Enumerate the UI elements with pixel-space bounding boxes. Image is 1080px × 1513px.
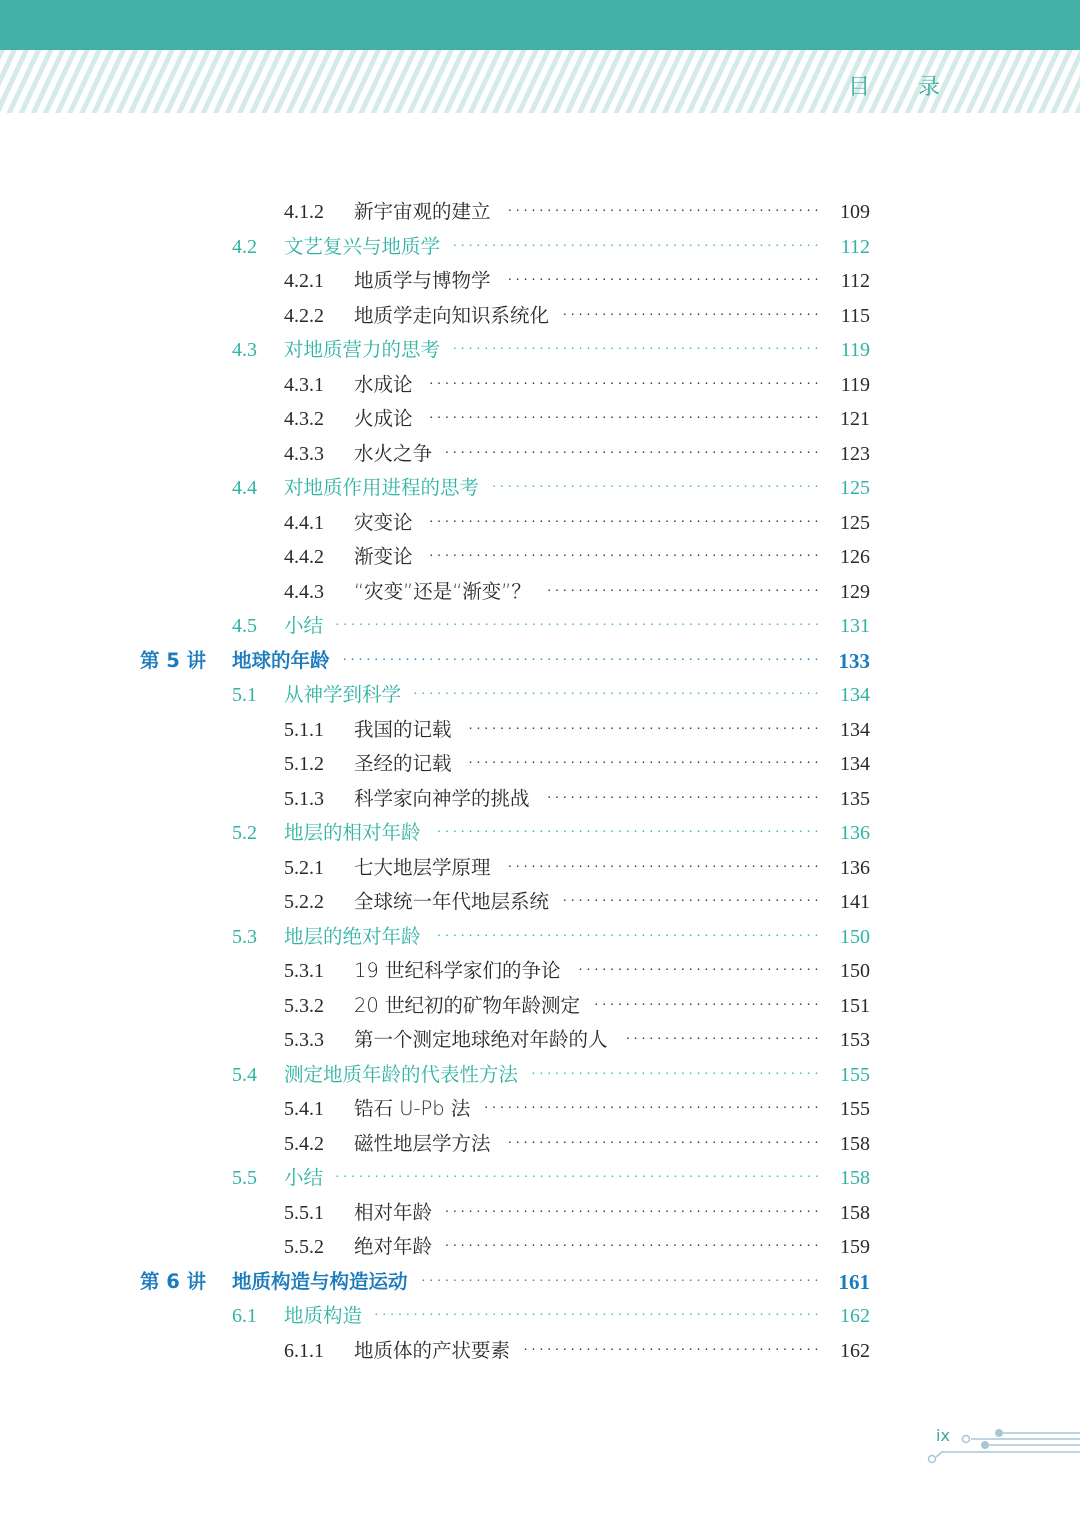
- toc-entry-title[interactable]: 地球的年龄: [232, 648, 330, 672]
- toc-entry-number: 5.2.2: [284, 891, 324, 913]
- toc-entry-number: 5.3.2: [284, 994, 324, 1017]
- toc-leader-dots: ·······························: [578, 963, 822, 978]
- toc-entry-section[interactable]: [0, 816, 1080, 851]
- toc-entry-number: 4.3: [232, 339, 257, 361]
- page-number: ix: [936, 1426, 950, 1445]
- toc-entry-title[interactable]: 地层的相对年龄: [284, 821, 421, 844]
- toc-entry-page[interactable]: 115: [840, 304, 870, 327]
- toc-entry-sub[interactable]: [0, 1196, 1080, 1231]
- toc-leader-dots: ··················································: [428, 549, 822, 564]
- page-title-char-1: 目: [848, 75, 871, 100]
- toc-entry-title[interactable]: 小结: [284, 1166, 324, 1189]
- toc-entry-sub[interactable]: [0, 299, 1080, 334]
- toc-leader-dots: ················································: [444, 1239, 822, 1254]
- toc-entry-page[interactable]: 141: [840, 891, 870, 913]
- toc-leader-dots: ··········································: [491, 480, 822, 495]
- toc-leader-dots: ·················································: [436, 825, 822, 840]
- toc-entry-page[interactable]: 150: [840, 960, 870, 982]
- toc-leader-dots: ··················································: [428, 376, 822, 392]
- toc-entry-sub[interactable]: [0, 264, 1080, 299]
- toc-entry-page[interactable]: 119: [840, 339, 870, 361]
- toc-entry-number: 5.4.2: [284, 1132, 324, 1155]
- toc-leader-dots: ···································: [546, 790, 822, 806]
- toc-entry-number: 4.2.2: [284, 304, 324, 327]
- toc-entry-sub[interactable]: [0, 1334, 1080, 1369]
- toc-entry-number: 5.5.2: [284, 1236, 324, 1258]
- toc-entry-sub[interactable]: [0, 954, 1080, 989]
- toc-entry-page[interactable]: 112: [840, 235, 870, 258]
- toc-entry-sub[interactable]: [0, 885, 1080, 920]
- toc-leader-dots: ·································: [562, 894, 822, 909]
- toc-entry-title[interactable]: 地质学与博物学: [354, 269, 491, 292]
- circuit-decoration-icon: [900, 1410, 1080, 1490]
- toc-entry-number: 5.1: [232, 684, 257, 706]
- toc-entry-title[interactable]: 渐变论: [354, 545, 413, 568]
- toc-entry-sub[interactable]: [0, 989, 1080, 1024]
- toc-entry-page[interactable]: 136: [840, 822, 870, 844]
- toc-entry-number: 5.4.1: [284, 1098, 324, 1120]
- toc-entry-page[interactable]: 123: [840, 442, 870, 465]
- toc-entry-number: 第 6 讲: [140, 1269, 207, 1293]
- toc-entry-sub[interactable]: [0, 713, 1080, 748]
- toc-entry-number: 4.1.2: [284, 201, 324, 223]
- page-title-char-2: 录: [918, 75, 941, 100]
- toc-entry-number: 5.3.3: [284, 1029, 324, 1051]
- toc-entry-page[interactable]: 109: [840, 201, 870, 223]
- toc-leader-dots: ······································: [523, 1342, 822, 1358]
- toc-entry-page[interactable]: 134: [840, 753, 870, 775]
- toc-entry-sub[interactable]: [0, 1127, 1080, 1162]
- toc-entry-page[interactable]: 134: [840, 684, 870, 706]
- toc-entry-title[interactable]: 圣经的记载: [354, 752, 452, 775]
- toc-leader-dots: ·························: [625, 1032, 822, 1047]
- toc-entry-number: 6.1: [232, 1305, 257, 1327]
- toc-entry-sub[interactable]: [0, 1023, 1080, 1058]
- toc-entry-section[interactable]: [0, 471, 1080, 506]
- toc-entry-number: 4.4.3: [284, 580, 324, 603]
- toc-entry-title[interactable]: 对地质营力的思考: [284, 338, 441, 361]
- toc-entry-sub[interactable]: [0, 506, 1080, 541]
- toc-entry-number: 6.1.1: [284, 1339, 324, 1362]
- toc-entry-number: 4.2: [232, 235, 257, 258]
- toc-entry-sub[interactable]: [0, 747, 1080, 782]
- toc-entry-title[interactable]: 地质构造: [284, 1304, 363, 1327]
- toc-entry-title[interactable]: 地质构造与构造运动: [232, 1269, 408, 1293]
- toc-entry-page[interactable]: 158: [840, 1132, 870, 1155]
- toc-entry-section[interactable]: [0, 230, 1080, 265]
- toc-entry-title[interactable]: 相对年龄: [354, 1200, 433, 1224]
- toc-entry-number: 5.2: [232, 822, 257, 844]
- toc-entry-title[interactable]: 文艺复兴与地质学: [284, 234, 441, 258]
- toc-entry-number: 4.5: [232, 615, 257, 637]
- toc-leader-dots: ·············································: [468, 721, 822, 737]
- toc-entry-sub[interactable]: [0, 782, 1080, 817]
- toc-entry-sub[interactable]: [0, 540, 1080, 575]
- toc-entry-number: 4.2.1: [284, 270, 324, 292]
- toc-leader-dots: ················································: [444, 445, 822, 461]
- toc-entry-chapter[interactable]: [0, 644, 1080, 679]
- toc-leader-dots: ···············································: [452, 342, 822, 357]
- toc-entry-number: 4.3.1: [284, 373, 324, 396]
- toc-entry-title[interactable]: 对地质作用进程的思考: [284, 476, 480, 499]
- toc-entry-page[interactable]: 155: [840, 1063, 870, 1086]
- toc-entry-number: 5.5: [232, 1167, 257, 1189]
- toc-entry-page[interactable]: 121: [840, 408, 870, 430]
- toc-entry-number: 5.3: [232, 925, 257, 948]
- toc-leader-dots: ······························································: [335, 1170, 822, 1185]
- toc-entry-sub[interactable]: [0, 1092, 1080, 1127]
- toc-entry-number: 4.4.1: [284, 511, 324, 534]
- toc-entry-sub[interactable]: [0, 437, 1080, 472]
- toc-entry-section[interactable]: [0, 1161, 1080, 1196]
- toc-entry-number: 4.4: [232, 477, 257, 499]
- toc-entry-title[interactable]: 七大地层学原理: [354, 855, 491, 879]
- toc-entry-page[interactable]: 134: [840, 718, 870, 741]
- toc-entry-title[interactable]: 我国的记载: [354, 717, 452, 741]
- toc-entry-page[interactable]: 161: [838, 1269, 870, 1294]
- toc-entry-section[interactable]: [0, 1299, 1080, 1334]
- table-of-contents: [0, 195, 1080, 1368]
- toc-leader-dots: ········································: [507, 1135, 822, 1151]
- toc-leader-dots: ····················································: [413, 687, 822, 702]
- toc-entry-page[interactable]: 151: [840, 994, 870, 1017]
- toc-entry-sub[interactable]: [0, 1230, 1080, 1265]
- page-title: [848, 70, 940, 101]
- toc-entry-title[interactable]: 从神学到科学: [284, 683, 402, 706]
- toc-entry-title[interactable]: 地层的绝对年龄: [284, 924, 421, 948]
- toc-entry-page[interactable]: 126: [840, 546, 870, 568]
- toc-entry-number: 5.1.2: [284, 753, 324, 775]
- toc-leader-dots: ·························································: [374, 1308, 822, 1323]
- toc-leader-dots: ···················································: [421, 1273, 822, 1289]
- toc-entry-number: 5.4: [232, 1063, 257, 1086]
- toc-leader-dots: ········································: [507, 859, 822, 875]
- toc-entry-title[interactable]: 地质学走向知识系统化: [354, 303, 550, 327]
- toc-leader-dots: ········································: [507, 204, 822, 219]
- toc-entry-title[interactable]: 19 世纪科学家们的争论: [354, 959, 561, 982]
- toc-entry-title[interactable]: 科学家向神学的挑战: [354, 786, 530, 810]
- toc-entry-number: 4.3.2: [284, 408, 324, 430]
- toc-entry-title[interactable]: 锆石 U-Pb 法: [354, 1097, 471, 1120]
- toc-entry-sub[interactable]: [0, 575, 1080, 610]
- toc-entry-title[interactable]: 20 世纪初的矿物年龄测定: [354, 993, 581, 1017]
- toc-leader-dots: ·····························································: [342, 652, 822, 668]
- toc-entry-page[interactable]: 131: [840, 615, 870, 637]
- toc-entry-page[interactable]: 125: [840, 511, 870, 534]
- toc-entry-page[interactable]: 158: [840, 1201, 870, 1224]
- toc-leader-dots: ········································: [507, 273, 822, 288]
- toc-entry-title[interactable]: 磁性地层学方法: [354, 1131, 491, 1155]
- toc-entry-page[interactable]: 112: [840, 270, 870, 292]
- toc-entry-page[interactable]: 162: [840, 1339, 870, 1362]
- toc-entry-number: 5.1.1: [284, 718, 324, 741]
- toc-leader-dots: ···········································: [483, 1101, 822, 1116]
- toc-entry-sub[interactable]: [0, 195, 1080, 230]
- header-band: [0, 0, 1080, 50]
- toc-entry-page[interactable]: 155: [840, 1098, 870, 1120]
- toc-entry-title[interactable]: 绝对年龄: [354, 1235, 433, 1258]
- toc-leader-dots: ·············································: [468, 756, 822, 771]
- toc-leader-dots: ······························································: [335, 618, 822, 633]
- toc-entry-page[interactable]: 136: [840, 856, 870, 879]
- toc-entry-title[interactable]: 灾变论: [354, 510, 413, 534]
- toc-entry-number: 5.3.1: [284, 960, 324, 982]
- toc-entry-section[interactable]: [0, 609, 1080, 644]
- toc-entry-page[interactable]: 150: [840, 925, 870, 948]
- toc-entry-page[interactable]: 125: [840, 477, 870, 499]
- toc-entry-page[interactable]: 162: [840, 1305, 870, 1327]
- toc-entry-number: 5.5.1: [284, 1201, 324, 1224]
- toc-entry-title[interactable]: 测定地质年龄的代表性方法: [284, 1062, 519, 1086]
- toc-entry-page[interactable]: 129: [840, 580, 870, 603]
- toc-entry-title[interactable]: 火成论: [354, 407, 413, 430]
- toc-leader-dots: ·································: [562, 307, 822, 323]
- toc-entry-section[interactable]: [0, 1058, 1080, 1093]
- toc-entry-title[interactable]: 全球统一年代地层系统: [354, 890, 550, 913]
- toc-entry-sub[interactable]: [0, 851, 1080, 886]
- toc-entry-chapter[interactable]: [0, 1265, 1080, 1300]
- toc-entry-page[interactable]: 158: [840, 1167, 870, 1189]
- toc-entry-number: 4.4.2: [284, 546, 324, 568]
- toc-entry-section[interactable]: [0, 333, 1080, 368]
- toc-entry-title[interactable]: 新宇宙观的建立: [354, 200, 491, 223]
- toc-entry-page[interactable]: 133: [838, 648, 870, 673]
- toc-entry-title[interactable]: 水火之争: [354, 441, 433, 465]
- toc-entry-number: 5.2.1: [284, 856, 324, 879]
- toc-entry-sub[interactable]: [0, 368, 1080, 403]
- toc-entry-section[interactable]: [0, 678, 1080, 713]
- toc-entry-title[interactable]: 小结: [284, 614, 324, 637]
- toc-leader-dots: ·····························: [593, 997, 822, 1013]
- toc-leader-dots: ··················································: [428, 411, 822, 426]
- toc-entry-title[interactable]: 水成论: [354, 372, 413, 396]
- toc-entry-page[interactable]: 153: [840, 1029, 870, 1051]
- toc-leader-dots: ··················································: [428, 514, 822, 530]
- toc-entry-number: 4.3.3: [284, 442, 324, 465]
- toc-entry-number: 5.1.3: [284, 787, 324, 810]
- toc-leader-dots: ···································: [546, 583, 822, 599]
- toc-leader-dots: ·················································: [436, 928, 822, 944]
- toc-entry-title[interactable]: 第一个测定地球绝对年龄的人: [354, 1028, 608, 1051]
- toc-leader-dots: ·····································: [531, 1066, 822, 1082]
- toc-entry-page[interactable]: 135: [840, 787, 870, 810]
- toc-leader-dots: ···············································: [452, 238, 822, 254]
- toc-entry-page[interactable]: 119: [840, 373, 870, 396]
- toc-entry-title[interactable]: “灾变”还是“渐变”？: [354, 579, 531, 603]
- toc-entry-sub[interactable]: [0, 402, 1080, 437]
- toc-entry-title[interactable]: 地质体的产状要素: [354, 1338, 511, 1362]
- toc-entry-page[interactable]: 159: [840, 1236, 870, 1258]
- toc-entry-number: 第 5 讲: [140, 648, 207, 672]
- toc-entry-section[interactable]: [0, 920, 1080, 955]
- toc-leader-dots: ················································: [444, 1204, 822, 1220]
